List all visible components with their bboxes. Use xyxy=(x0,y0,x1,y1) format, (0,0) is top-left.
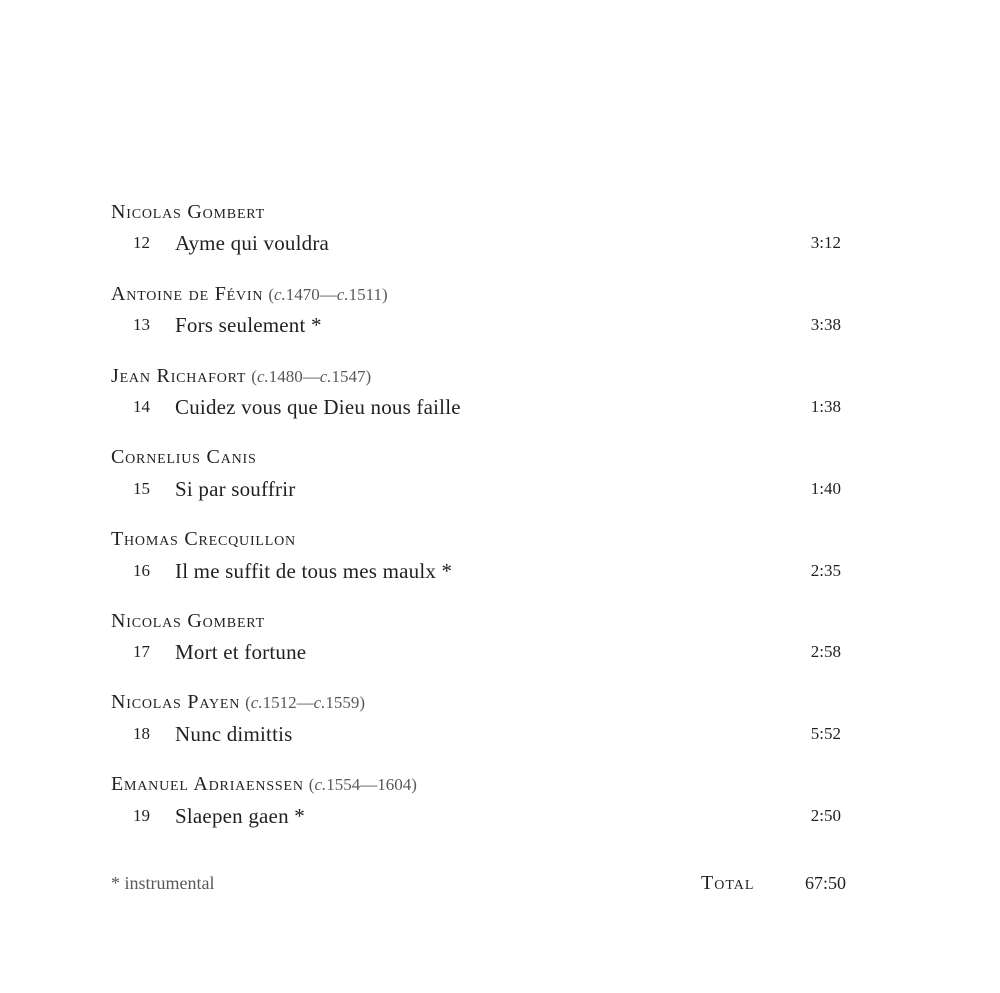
track-number: 19 xyxy=(133,806,150,825)
composer-dates: (c.1480—c.1547) xyxy=(251,367,372,386)
track-duration: 2:35 xyxy=(810,561,841,580)
track-title: Fors seulement * xyxy=(175,313,322,337)
track-title: Mort et fortune xyxy=(175,640,307,664)
instrumental-footnote: * instrumental xyxy=(111,873,215,893)
track-row xyxy=(0,639,1000,665)
track-duration: 3:38 xyxy=(810,315,841,334)
track-duration: 2:50 xyxy=(810,806,841,825)
composer-name: Thomas Crecquillon xyxy=(111,528,296,550)
track-row xyxy=(0,558,1000,584)
composer-name: Nicolas Gombert xyxy=(111,610,265,632)
composer-heading xyxy=(111,282,388,307)
composer-heading xyxy=(111,445,262,470)
total-duration: 67:50 xyxy=(804,873,846,893)
total-label: Total xyxy=(701,872,755,894)
track-number: 15 xyxy=(133,479,150,498)
track-duration: 5:52 xyxy=(810,724,841,743)
composer-heading xyxy=(111,527,301,552)
track-row xyxy=(0,721,1000,747)
track-title: Ayme qui vouldra xyxy=(175,231,330,255)
track-duration: 3:12 xyxy=(810,233,841,252)
track-number: 16 xyxy=(133,561,150,580)
composer-name: Jean Richafort xyxy=(111,365,247,387)
composer-dates: (c.1512—c.1559) xyxy=(245,693,366,712)
composer-dates: (c.1470—c.1511) xyxy=(268,285,388,304)
composer-heading xyxy=(111,772,417,797)
track-row xyxy=(0,803,1000,829)
track-row xyxy=(0,312,1000,338)
composer-heading xyxy=(111,200,270,225)
composer-heading xyxy=(111,364,371,389)
track-title: Il me suffit de tous mes maulx * xyxy=(175,559,453,583)
composer-heading xyxy=(111,690,365,715)
track-title: Nunc dimittis xyxy=(175,722,293,746)
composer-heading xyxy=(111,609,270,634)
composer-name: Nicolas Payen xyxy=(111,691,241,713)
track-number: 18 xyxy=(133,724,150,743)
track-row xyxy=(0,476,1000,502)
track-row xyxy=(0,394,1000,420)
composer-dates: (c.1554—1604) xyxy=(308,775,417,794)
track-number: 17 xyxy=(133,642,150,661)
track-duration: 2:58 xyxy=(810,642,841,661)
composer-name: Emanuel Adriaenssen xyxy=(111,773,304,795)
track-number: 14 xyxy=(133,397,150,416)
track-title: Cuidez vous que Dieu nous faille xyxy=(175,395,461,419)
track-number: 13 xyxy=(133,315,150,334)
composer-name: Antoine de Févin xyxy=(111,283,264,305)
composer-name: Nicolas Gombert xyxy=(111,201,265,223)
composer-name: Cornelius Canis xyxy=(111,446,257,468)
track-duration: 1:40 xyxy=(810,479,841,498)
track-title: Si par souffrir xyxy=(175,477,296,501)
track-title: Slaepen gaen * xyxy=(175,804,305,828)
track-duration: 1:38 xyxy=(810,397,841,416)
track-number: 12 xyxy=(133,233,150,252)
track-row xyxy=(0,230,1000,256)
